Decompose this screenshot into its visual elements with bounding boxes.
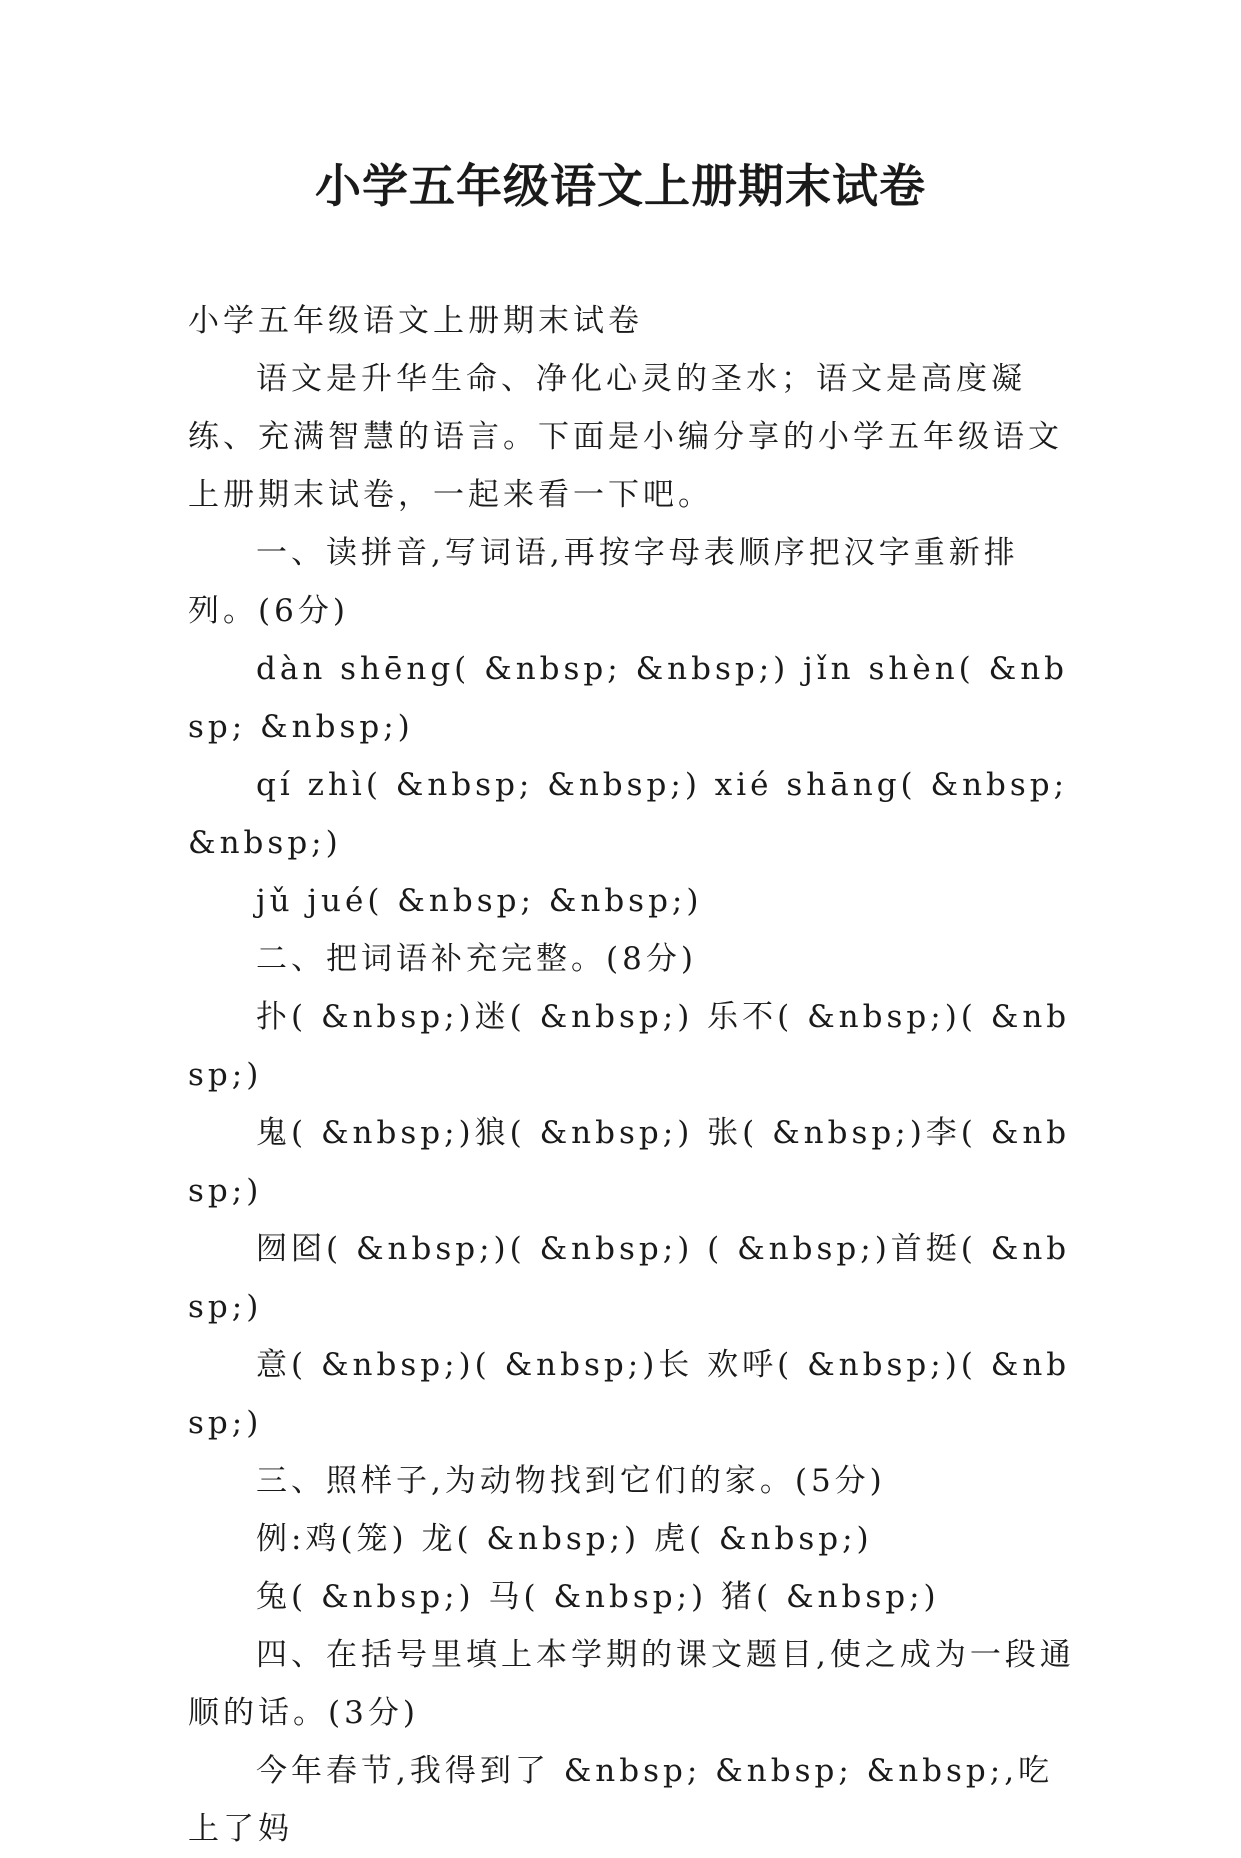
paragraph: dàn shēng( &nbsp; &nbsp;) jǐn shèn( &nbsp; &nbsp;) bbox=[188, 651, 1069, 745]
paragraph: 二、把词语补充完整。(8分) bbox=[256, 941, 697, 977]
paragraph: 意( &nbsp;)( &nbsp;)长 欢呼( &nbsp;)( &nbsp;) bbox=[188, 1347, 1071, 1441]
paragraph: 语文是升华生命、净化心灵的圣水；语文是高度凝练、充满智慧的语言。下面是小编分享的小学五年级语文上册期末试卷，一起来看一下吧。 bbox=[188, 361, 1063, 513]
paragraph: 鬼( &nbsp;)狼( &nbsp;) 张( &nbsp;)李( &nbsp;) bbox=[188, 1115, 1071, 1209]
paragraph: 小学五年级语文上册期末试卷 bbox=[188, 303, 643, 339]
paragraph: 囫囵( &nbsp;)( &nbsp;) ( &nbsp;)首挺( &nbsp;) bbox=[188, 1231, 1071, 1325]
paragraph: 一、读拼音,写词语,再按字母表顺序把汉字重新排列。(6分) bbox=[188, 535, 1019, 629]
document-body bbox=[188, 292, 1078, 1858]
paragraph: 四、在括号里填上本学期的课文题目,使之成为一段通顺的话。(3分) bbox=[188, 1637, 1075, 1731]
paragraph: qí zhì( &nbsp; &nbsp;) xié shāng( &nbsp; &nbsp;) bbox=[188, 767, 1069, 861]
page-title: 小学五年级语文上册期末试卷 bbox=[315, 159, 926, 213]
paragraph: 例:鸡(笼) 龙( &nbsp;) 虎( &nbsp;) bbox=[256, 1521, 873, 1557]
paragraph: 兔( &nbsp;) 马( &nbsp;) 猪( &nbsp;) bbox=[256, 1579, 940, 1615]
paragraph: 扑( &nbsp;)迷( &nbsp;) 乐不( &nbsp;)( &nbsp;) bbox=[188, 999, 1071, 1093]
paragraph: 三、照样子,为动物找到它们的家。(5分) bbox=[256, 1463, 886, 1499]
paragraph: jǔ jué( &nbsp; &nbsp;) bbox=[256, 883, 703, 919]
paragraph: 今年春节,我得到了 &nbsp; &nbsp; &nbsp;,吃上了妈 bbox=[188, 1753, 1054, 1847]
